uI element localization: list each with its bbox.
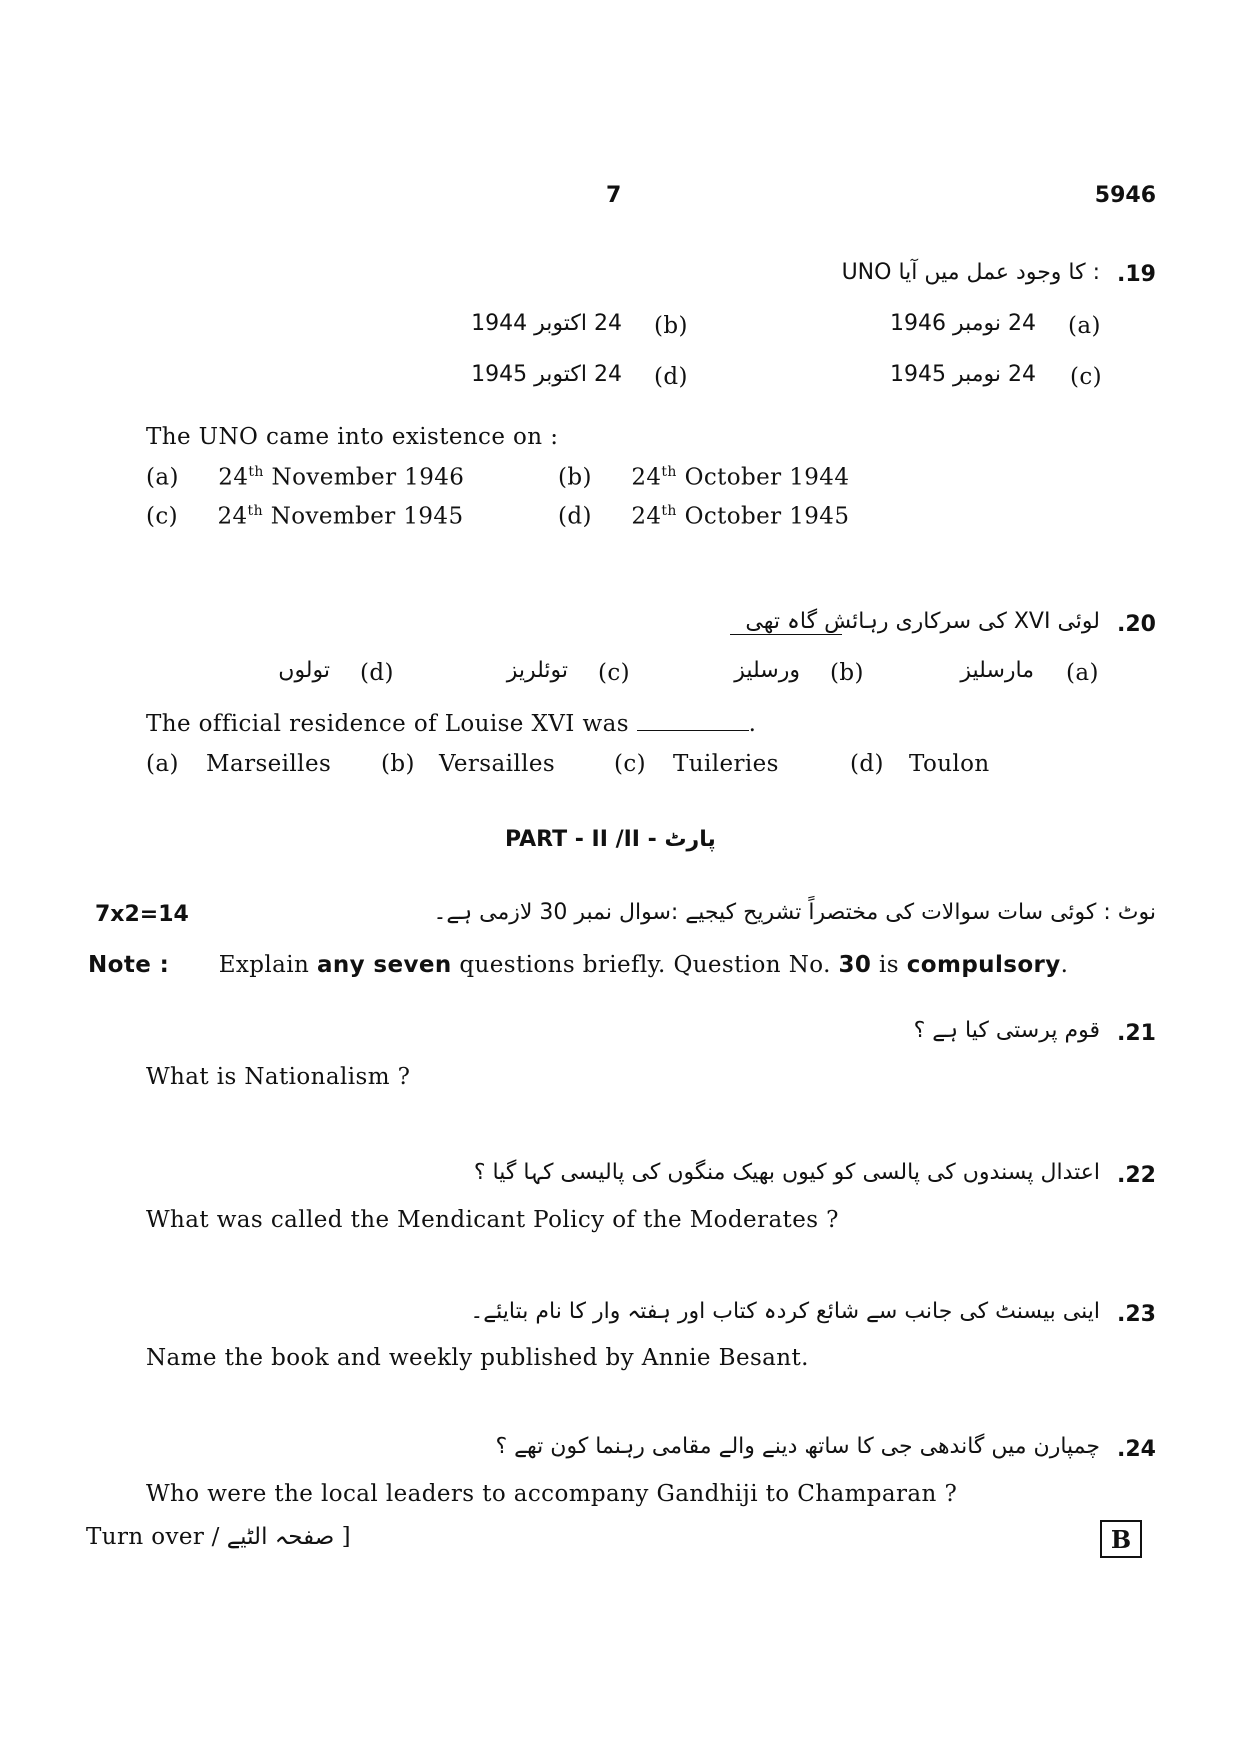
english-question-text: The official residence of Louise XVI was — [146, 711, 629, 737]
option-day: 24 — [217, 503, 248, 530]
english-question: Who were the local leaders to accompany Gandhiji to Champaran ? — [146, 1481, 958, 1507]
option-label: (c) — [146, 503, 179, 530]
urdu-question: قوم پرستی کیا ہے ؟ — [913, 1018, 1100, 1043]
paper-code: 5946 — [1094, 183, 1156, 208]
english-option — [146, 464, 464, 491]
english-option-label: (a) — [146, 751, 179, 777]
option-ordinal: th — [247, 503, 263, 519]
question-number: .23 — [1117, 1302, 1156, 1327]
urdu-option: 24 اکتوبر 1944 — [471, 311, 622, 336]
urdu-option: تولوں — [278, 658, 330, 683]
english-option: Toulon — [909, 751, 990, 777]
option-text: November 1946 — [271, 464, 465, 491]
urdu-option-label: (a) — [1068, 313, 1101, 339]
english-question: The UNO came into existence on : — [146, 424, 559, 450]
option-text: October 1945 — [684, 503, 850, 530]
note-end: . — [1060, 952, 1069, 978]
question-number: .22 — [1117, 1163, 1156, 1188]
question-number: .21 — [1117, 1021, 1156, 1046]
option-ordinal: th — [661, 464, 677, 480]
option-label: (d) — [558, 503, 592, 530]
urdu-option: توئلریز — [506, 658, 568, 683]
answer-blank — [637, 712, 749, 731]
note-text: is — [879, 952, 899, 978]
answer-blank — [730, 608, 842, 635]
english-option-label: (d) — [850, 751, 884, 777]
english-option — [558, 503, 849, 530]
english-question: What was called the Mendicant Policy of the Moderates ? — [146, 1207, 839, 1233]
note-text: Explain — [218, 952, 310, 978]
part-heading: PART - II /II - پارٹ — [505, 827, 716, 852]
option-text: October 1944 — [684, 464, 850, 491]
urdu-option-label: (c) — [598, 660, 631, 686]
option-label: (a) — [146, 464, 179, 491]
urdu-option: مارسلیز — [960, 658, 1034, 683]
option-ordinal: th — [661, 503, 677, 519]
urdu-option-label: (a) — [1066, 660, 1099, 686]
question-number: .24 — [1117, 1437, 1156, 1462]
note-text: questions briefly. Question No. — [459, 952, 831, 978]
urdu-question: UNO کا وجود عمل میں آیا : — [841, 260, 1100, 285]
urdu-question: اعتدال پسندوں کی پالسی کو کیوں بھیک منگوں کی پالیسی کہا گیا ؟ — [473, 1160, 1100, 1185]
urdu-question: لوئی XVI کی سرکاری رہائش گاہ تھی — [745, 609, 1100, 634]
turn-over-label: [ صفحہ الٹیے / Turn over — [86, 1524, 351, 1550]
urdu-option: 24 نومبر 1946 — [889, 311, 1036, 336]
option-label: (b) — [558, 464, 592, 491]
option-ordinal: th — [248, 464, 264, 480]
option-day: 24 — [631, 503, 662, 530]
note-emphasis: compulsory — [906, 952, 1061, 978]
page-number: 7 — [606, 183, 622, 208]
question-number: .19 — [1117, 262, 1156, 287]
urdu-question: اینی بیسنٹ کی جانب سے شائع کردہ کتاب اور ہفتہ وار کا نام بتایئے۔ — [470, 1299, 1100, 1324]
note-emphasis: any seven — [316, 952, 452, 978]
urdu-option: 24 اکتوبر 1945 — [471, 362, 622, 387]
english-option — [146, 503, 463, 530]
option-text: November 1945 — [270, 503, 464, 530]
english-question: The official residence of Louise XVI was . — [146, 711, 757, 737]
english-option-label: (c) — [614, 751, 647, 777]
english-option: Marseilles — [206, 751, 332, 777]
urdu-option-label: (b) — [654, 313, 688, 339]
option-day: 24 — [631, 464, 662, 491]
urdu-option-label: (d) — [360, 660, 394, 686]
english-question: What is Nationalism ? — [146, 1064, 411, 1090]
option-day: 24 — [218, 464, 249, 491]
urdu-option: ورسلیز — [734, 658, 800, 683]
note-label: Note : — [88, 952, 170, 978]
set-code-box: B — [1100, 1520, 1142, 1558]
urdu-question: چمپارن میں گاندھی جی کا ساتھ دینے والے مقامی رہنما کون تھے ؟ — [495, 1434, 1100, 1459]
english-option-label: (b) — [381, 751, 415, 777]
urdu-option: 24 نومبر 1945 — [889, 362, 1036, 387]
question-number: .20 — [1117, 612, 1156, 637]
urdu-option-label: (b) — [830, 660, 864, 686]
urdu-note: نوٹ : کوئی سات سوالات کی مختصراً تشریح کیجیے :سوال نمبر 30 لازمی ہے۔ — [433, 900, 1156, 925]
urdu-option-label: (c) — [1070, 364, 1103, 390]
english-option: Versailles — [439, 751, 556, 777]
marks: 7x2=14 — [95, 902, 189, 927]
note-question-number: 30 — [838, 952, 872, 978]
english-question: Name the book and weekly published by Annie Besant. — [146, 1345, 809, 1371]
note — [88, 952, 1068, 978]
english-option — [558, 464, 849, 491]
english-option: Tuileries — [673, 751, 779, 777]
urdu-option-label: (d) — [654, 364, 688, 390]
